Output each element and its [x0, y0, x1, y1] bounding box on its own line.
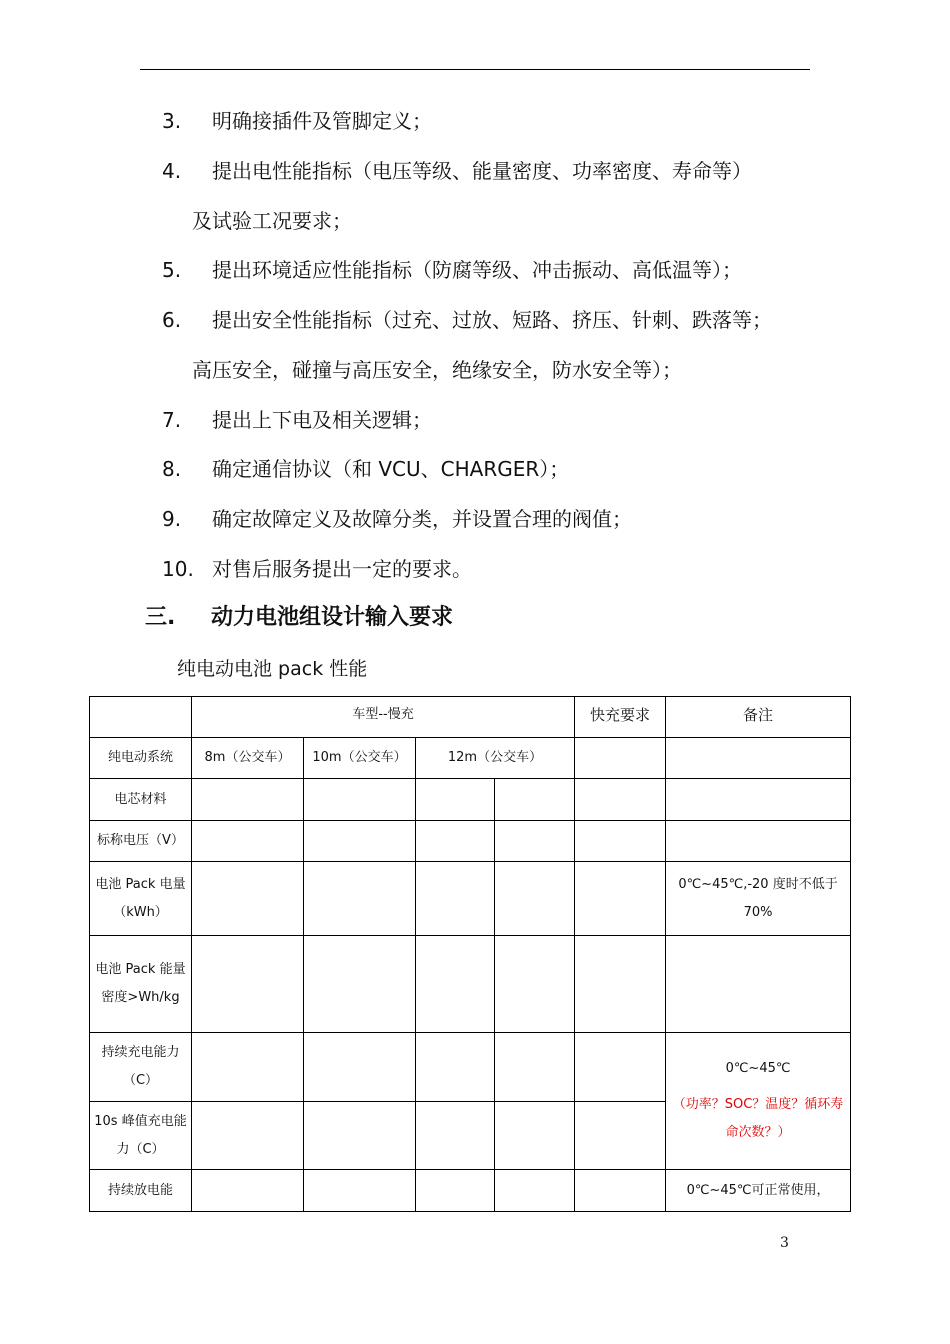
header-vehicle-type: 车型--慢充: [192, 697, 575, 738]
row-label: 标称电压（V）: [90, 821, 192, 862]
list-item: 6. 提出安全性能指标（过充、过放、短路、挤压、针刺、跌落等；: [162, 308, 772, 332]
table-row: [90, 738, 851, 779]
list-item: 5. 提出环境适应性能指标（防腐等级、冲击振动、高低温等）；: [162, 258, 742, 282]
pack-performance-table: [89, 696, 851, 1212]
row-label: 电池 Pack 电量（kWh）: [90, 862, 192, 936]
vehicle-12m: 12m（公交车）: [416, 738, 575, 779]
section-heading: 三. 动力电池组设计输入要求: [145, 605, 454, 630]
list-item: 3. 明确接插件及管脚定义；: [162, 109, 432, 133]
remark-temperature: 0℃~45℃: [725, 1061, 791, 1076]
header-rule: [140, 69, 810, 70]
list-item: 9. 确定故障定义及故障分类，并设置合理的阀值；: [162, 507, 632, 531]
row-label: 电芯材料: [90, 779, 192, 821]
table-row: [90, 862, 851, 936]
header-fast-charge: 快充要求: [575, 697, 666, 738]
table-cell-empty: [90, 697, 192, 738]
list-item: 4. 提出电性能指标（电压等级、能量密度、功率密度、寿命等）: [162, 159, 752, 183]
remark-cell: [666, 1033, 851, 1170]
list-item-continuation: 及试验工况要求；: [192, 209, 352, 233]
row-label: 持续放电能: [90, 1170, 192, 1212]
table-row: [90, 1170, 851, 1212]
vehicle-8m: 8m（公交车）: [192, 738, 304, 779]
remark-cell: 0℃~45℃可正常使用，: [666, 1170, 851, 1212]
list-item: 7. 提出上下电及相关逻辑；: [162, 408, 432, 432]
table-row: [90, 821, 851, 862]
remark-cell: 0℃~45℃,-20 度时不低于 70%: [666, 862, 851, 936]
row-label: 电池 Pack 能量密度>Wh/kg: [90, 936, 192, 1033]
row-label: 纯电动系统: [90, 738, 192, 779]
table-row: [90, 779, 851, 821]
table-row: [90, 1033, 851, 1102]
remark-question: （功率？SOC？温度？循环寿命次数？）: [672, 1097, 844, 1140]
header-remarks: 备注: [666, 697, 851, 738]
row-label: 10s 峰值充电能力（C）: [90, 1102, 192, 1170]
table-row: [90, 936, 851, 1033]
list-item: 8. 确定通信协议（和 VCU、CHARGER）；: [162, 457, 570, 481]
page-number: 3: [780, 1235, 789, 1251]
vehicle-10m: 10m（公交车）: [304, 738, 416, 779]
row-label: 持续充电能力（C）: [90, 1033, 192, 1102]
list-item: 10. 对售后服务提出一定的要求。: [162, 557, 472, 581]
list-item-continuation: 高压安全，碰撞与高压安全，绝缘安全，防水安全等）；: [192, 358, 682, 382]
table-header-row: [90, 697, 851, 738]
table-title: 纯电动电池 pack 性能: [177, 658, 368, 680]
